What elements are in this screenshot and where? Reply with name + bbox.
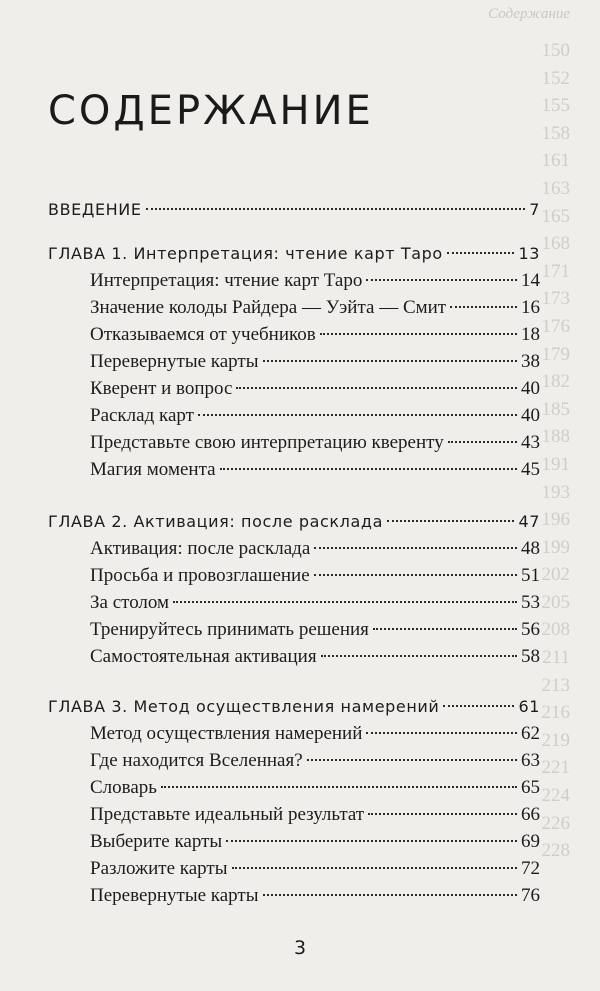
- dot-leader: [447, 252, 515, 254]
- toc-entry[interactable]: [90, 565, 540, 591]
- dot-leader: [307, 759, 517, 761]
- entry-page: 7: [529, 200, 540, 219]
- entry-label: Тренируйтесь принимать решения: [90, 619, 369, 640]
- toc-entry[interactable]: [90, 405, 540, 431]
- dot-leader: [226, 840, 517, 842]
- entry-label: Перевернутые карты: [90, 885, 259, 906]
- toc-entry[interactable]: [90, 646, 540, 672]
- toc-entry-introduction[interactable]: [48, 200, 540, 226]
- dot-leader: [314, 574, 517, 576]
- toc-entry[interactable]: [90, 592, 540, 618]
- entry-page: 63: [521, 750, 540, 771]
- entry-page: 16: [521, 297, 540, 318]
- dot-leader: [321, 655, 517, 657]
- show-through-numbers: 150 152 155 158 161 163 165 168 171 173 176 179 182 185 188 191 193 196 199 202 205 208 211 213 216 219 221 224 226 228: [541, 40, 570, 862]
- toc-entry-chapter-1[interactable]: [48, 244, 540, 270]
- entry-label: Представьте идеальный результат: [90, 804, 365, 825]
- entry-label: Представьте свою интерпретацию кверенту: [90, 432, 444, 453]
- entry-label: Просьба и провозглашение: [90, 565, 310, 586]
- entry-page: 45: [521, 459, 540, 480]
- entry-label: Интерпретация: чтение карт Таро: [90, 270, 363, 291]
- toc-entry[interactable]: [90, 831, 540, 857]
- toc-entry[interactable]: [90, 297, 540, 323]
- toc-entry-chapter-2[interactable]: [48, 512, 540, 538]
- toc-entry[interactable]: [90, 777, 540, 803]
- show-through-header: Содержание: [488, 6, 570, 22]
- entry-page: 61: [518, 697, 540, 716]
- entry-label: За столом: [90, 592, 170, 613]
- dot-leader: [146, 208, 526, 210]
- entry-label: Словарь: [90, 777, 157, 798]
- toc-entry[interactable]: [90, 723, 540, 749]
- toc-entry[interactable]: [90, 804, 540, 830]
- dot-leader: [450, 306, 517, 308]
- entry-page: 38: [521, 351, 540, 372]
- dot-leader: [263, 360, 518, 362]
- toc-entry[interactable]: [90, 885, 540, 911]
- toc-entry[interactable]: [90, 459, 540, 485]
- entry-page: 58: [521, 646, 540, 667]
- toc-entry[interactable]: [90, 324, 540, 350]
- entry-page: 56: [521, 619, 540, 640]
- entry-label: Активация: после расклада: [90, 538, 311, 559]
- page-number: 3: [293, 937, 307, 959]
- dot-leader: [220, 468, 517, 470]
- entry-label: ГЛАВА 2. Активация: после расклада: [48, 512, 383, 531]
- entry-label: Магия момента: [90, 459, 216, 480]
- entry-page: 48: [521, 538, 540, 559]
- entry-page: 40: [521, 378, 540, 399]
- dot-leader: [173, 601, 517, 603]
- entry-label: ГЛАВА 1. Интерпретация: чтение карт Таро: [48, 244, 443, 263]
- toc-entry[interactable]: [90, 270, 540, 296]
- entry-label: Расклад карт: [90, 405, 194, 426]
- entry-label: Разложите карты: [90, 858, 228, 879]
- entry-page: 72: [521, 858, 540, 879]
- page-title: СОДЕРЖАНИЕ: [48, 88, 374, 134]
- entry-label: Значение колоды Райдера — Уэйта — Смит: [90, 297, 447, 318]
- entry-label: Где находится Вселенная?: [90, 750, 303, 771]
- dot-leader: [366, 732, 517, 734]
- dot-leader: [236, 387, 517, 389]
- entry-page: 18: [521, 324, 540, 345]
- entry-page: 62: [521, 723, 540, 744]
- toc-entry[interactable]: [90, 378, 540, 404]
- toc-entry[interactable]: [90, 538, 540, 564]
- entry-page: 40: [521, 405, 540, 426]
- entry-page: 14: [521, 270, 540, 291]
- entry-label: ВВЕДЕНИЕ: [48, 200, 142, 219]
- entry-label: Кверент и вопрос: [90, 378, 233, 399]
- dot-leader: [366, 279, 517, 281]
- entry-label: Перевернутые карты: [90, 351, 259, 372]
- entry-label: ГЛАВА 3. Метод осуществления намерений: [48, 697, 440, 716]
- dot-leader: [263, 894, 518, 896]
- entry-label: Выберите карты: [90, 831, 223, 852]
- entry-label: Метод осуществления намерений: [90, 723, 363, 744]
- toc-entry[interactable]: [90, 750, 540, 776]
- toc-entry[interactable]: [90, 619, 540, 645]
- dot-leader: [387, 520, 514, 522]
- dot-leader: [368, 813, 517, 815]
- entry-page: 65: [521, 777, 540, 798]
- entry-page: 66: [521, 804, 540, 825]
- dot-leader: [320, 333, 517, 335]
- toc-entry[interactable]: [90, 351, 540, 377]
- entry-page: 69: [521, 831, 540, 852]
- entry-label: Самостоятельная активация: [90, 646, 317, 667]
- entry-page: 51: [521, 565, 540, 586]
- toc-entry[interactable]: [90, 858, 540, 884]
- entry-page: 47: [518, 512, 540, 531]
- entry-page: 43: [521, 432, 540, 453]
- dot-leader: [443, 705, 514, 707]
- entry-page: 13: [518, 244, 540, 263]
- dot-leader: [314, 547, 517, 549]
- entry-page: 53: [521, 592, 540, 613]
- entry-label: Отказываемся от учебников: [90, 324, 316, 345]
- dot-leader: [161, 786, 517, 788]
- toc-entry[interactable]: [90, 432, 540, 458]
- dot-leader: [448, 441, 517, 443]
- dot-leader: [198, 414, 517, 416]
- entry-page: 76: [521, 885, 540, 906]
- toc-entry-chapter-3[interactable]: [48, 697, 540, 723]
- dot-leader: [373, 628, 517, 630]
- dot-leader: [232, 867, 518, 869]
